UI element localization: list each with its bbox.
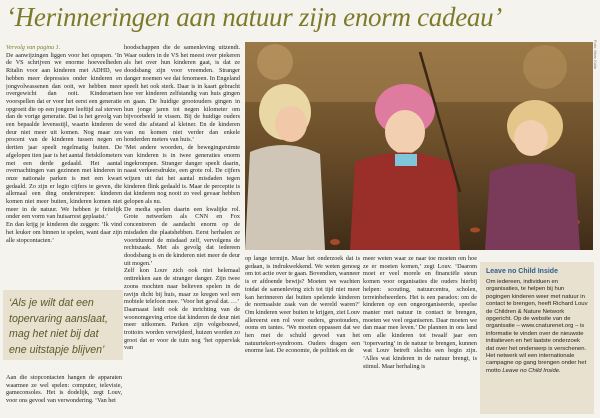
info-box-title: Leave no Child Inside [486,268,558,275]
column-4 [363,255,477,416]
col2-paragraph: ‘Met andere woorden, de bewegingsruimte van kinderen is in twee generaties enorm ingekrompen. Stranger danger speelt daarin, naast verkeersdrukte, een grote rol. De cijfers wijzen uit dat het aantal misdaden tegen kinderen flink gedaald is. Maar de perceptie is dat kinderen nog nooit zo veel gevaar hebben gelopen als nu. [124,144,240,206]
col1-bottom-paragraph: Aan die stopcontacten hangen de apparaten waarmee ze wel spelen: computer, televisie, gameconsoles. Het is dodelijk, zegt Louv, voor ons gevoel van verwondering. ‘Van het [6,374,122,405]
col2-paragraph: De media spelen daarin een kwalijke rol. Grote netwerken als CNN en Fox concentreren de aandacht enorm op de misdaden die plaatshebben. Eerst herhalen ze voortdurend de misdaad zelf, vervolgens de rechtszaak. Met als gevolg dat iedereen doodsbang is en de kinderen niet meer de deur uit mogen.’ [124,205,240,267]
col3-paragraph: op lange termijn. Maar het onderzoek dat is gedaan, is indrukwekkend. We weten genoeg om tot actie over te gaan. Bovendien, wanneer is er afdoende bewijs? Moeten we wachten totdat de samenleving zich tot tijd niet meer kan herinneren dat buiten spelende kinderen de normaalste zaak van de wereld waren?’ Om kinderen weer buiten te krijgen, ziet Louv allereerst een rol voor ouders, grootouders, ooms en tantes. ‘We moeten oppassen dat we hen met de schuld gevoel van het natuurtekort-syndroom. Ouders dragen een enorme last. De economie, de politiek en de [245,255,360,355]
headline: ‘Herinneringen aan natuur zijn enorm cadeau’ [6,2,502,32]
col1-paragraph: De aanwijzingen liggen voor het oprapen. ‘In de VS schrijven we enorme hoeveelheden Ritalin voor aan kinderen met ADHD, we hebben meer depressies onder kinderen en jongvolwassenen dan ooit, we hebben meer overgewicht dan ooit. Kinderartsen voorspellen dat er voor het eerst een generatie opgroeit die op een jongere leeftijd zal sterven dan de vorige generatie. Dat is het gevolg van een bepaalde levensstijl, waarin kinderen de deur niet meer uit komen. Nog maar zes procent van de kinderen tussen negen en dertien jaar speelt regelmatig buiten. De afgelopen tien jaar is het aantal fietskilometers met een derde gedaald. Het aantal overnachtingen van gezinnen met kinderen in onze nationale parken is met een kwart gedaald. Zo zijn er legio cijfers te geven, die allemaal een ding onderstrepen: kinderen komen niet meer buiten, kinderen komen niet meer in de natuur. We hebben je feitelijk onder een vorm van huisarrest geplaatst.’ [6,51,122,221]
info-box-text [486,279,588,375]
col2-paragraph: hoodschappen die de samenleving uitzendt. Waar ouders in de VS het meest over piekeren als het over hun kinderen gaat, is dat ze doodsbang zijn voor vreemden. Stranger danger noemen we dat fenomeen. In Engeland speelt het ook sterk. Daar is in kaart gebracht hoe ver kinderen zelfstandig van huis gingen en gaan. De huidige grootouders gingen in hun jonge jaren tot negen kilometer om bijvoorbeeld te vissen. Bij de huidige ouders werd die afstand al kleiner. En de kinderen van nu komen niet verder dan enkele honderden meters van huis.’ [124,44,240,144]
info-box [480,262,594,414]
col1-paragraph: En dan krijg je kinderen die zeggen: ‘Ik vind het leuker om binnen te spelen, want daar zijn alle stopcontacten.’ [6,221,122,244]
column-3 [245,255,360,416]
children-photo [245,42,593,250]
column-1-bottom [6,374,122,416]
photo-illustration [245,42,593,250]
column-1 [6,44,122,288]
info-box-body: Om iedereen, individuen en organisaties, te helpen bij hun pogingen kinderen weer met natuur in contact te brengen, heeft Richard Louv de Children & Nature Network opgericht. Op de website van de organisatie – www.cnaturenet.org – is informatie te vinden over de nieuwste initiatieven en het laatste onderzoek dat over het onderwerp is verschenen. Het netwerk wil een internationale campagne op gang brengen onder het motto [486,279,588,374]
info-box-motto: Leave no Child Inside. [502,367,561,374]
col4-paragraph: meer weten waar ze naar toe moeten om hoe ze er moeten komen,’ zegt Louv. ‘Daarom moet er veel morele en financiële steun komen voor organisaties die ouders hierbij helpen: scouting, natuurcentra, scholen, terreinbeheerders. Het is een paradox: om de kinderen op een ongeorganiseerde, speelse manier met natuur in contact te brengen, moeten we veel organiseren. Daar moeten we dan maar mee leven.’ De plannen in ons land om alle kinderen tot twaalf jaar een ‘topervaring’ in de natuur te brengen, kunnen wat Louv betreft slechts een begin zijn. ‘Alles wat kinderen in de natuur brengt, is stimul. Maar herhaling is [363,255,477,370]
column-2 [124,44,240,416]
col2-paragraph: Daarnaast leidt ook de inrichting van de woonomgeving ertoe dat kinderen de deur niet meer uitkomen. Parken zijn volgebouwd, trottoirs worden verwijderd, huizen worden zo groot dat er voor de tuin nog ‘het oppervlak van [124,305,240,352]
photo-credit: Foto: Marc Kolle [593,40,598,70]
continued-note: Vervolg van pagina 1. [6,44,61,51]
pull-quote: ‘Als je wilt dat een topervaring aanslaat, mag het niet bij dat ene uitstapje blijven’ [3,290,123,360]
col2-paragraph: Zelf kon Louv zich ook niet helemaal onttrekken aan de stranger danger. Zijn twee zoons mochten naar believen spelen in de ravijn dicht bij huis, maar ze kregen wel een mobiele telefoon mee. ‘Voor het geval dat. …’ [124,267,240,306]
